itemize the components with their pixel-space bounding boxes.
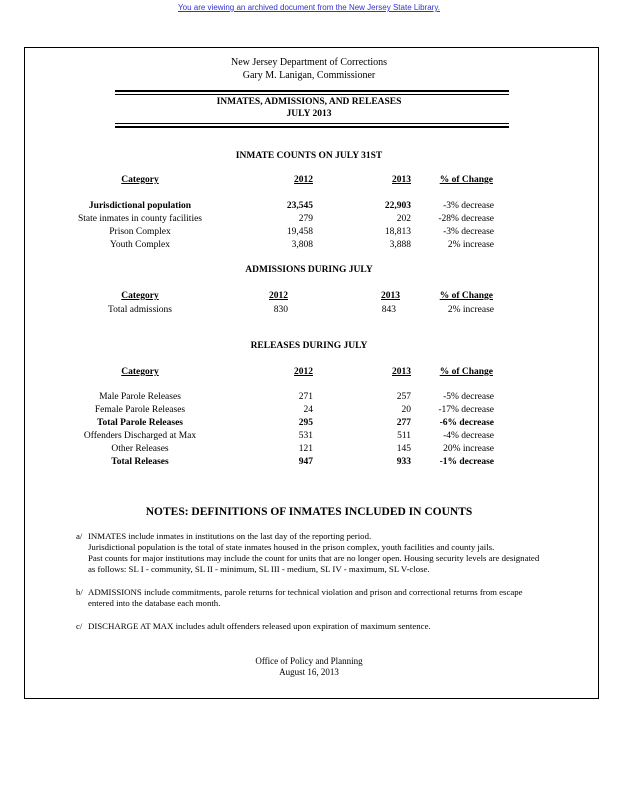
row-category: Total admissions: [108, 305, 172, 315]
row-2013: 3,888: [389, 240, 411, 250]
note-a-marker: a/: [76, 531, 83, 541]
row-2012: 19,458: [286, 227, 313, 237]
row-2013: 145: [396, 444, 411, 454]
row-2013: 843: [381, 305, 396, 315]
footer-office: Office of Policy and Planning: [255, 656, 363, 666]
org-name: New Jersey Department of Corrections: [230, 57, 388, 68]
row-2012: 3,808: [291, 240, 313, 250]
row-2013: 257: [396, 392, 411, 402]
table-row: [0, 200, 618, 213]
title-rule-top: [115, 90, 509, 92]
footer-date: August 16, 2013: [279, 667, 339, 677]
col-change: % of Change: [439, 367, 493, 377]
row-2013: 20: [401, 405, 411, 415]
row-2012: 531: [298, 431, 313, 441]
col-2013: 2013: [392, 175, 411, 185]
table-row: [0, 456, 618, 469]
col-2012: 2012: [294, 367, 313, 377]
col-category: Category: [121, 291, 159, 301]
title-rule-top-thin: [115, 94, 509, 95]
col-2012: 2012: [294, 175, 313, 185]
row-category: Prison Complex: [109, 227, 171, 237]
title-rule-bottom: [115, 126, 509, 128]
table-row: [0, 417, 618, 430]
row-category: Male Parole Releases: [99, 392, 181, 402]
row-category: Other Releases: [111, 444, 169, 454]
row-change: -1% decrease: [439, 457, 494, 467]
admissions-heading: ADMISSIONS DURING JULY: [245, 265, 373, 275]
row-2013: 202: [396, 214, 411, 224]
row-2012: 23,545: [286, 201, 313, 211]
note-c-line1: DISCHARGE AT MAX includes adult offenders released upon expiration of maximum sentence.: [88, 621, 431, 631]
row-change: -3% decrease: [443, 227, 494, 237]
note-b-line2: entered into the database each month.: [88, 598, 221, 608]
inmate-counts-heading: INMATE COUNTS ON JULY 31ST: [235, 151, 383, 161]
row-2013: 277: [396, 418, 411, 428]
table-row: [0, 226, 618, 239]
notes-title: NOTES: DEFINITIONS OF INMATES INCLUDED IN COUNTS: [145, 506, 473, 518]
row-category: Jurisdictional population: [88, 201, 192, 211]
row-2012: 271: [298, 392, 313, 402]
archive-banner-link[interactable]: You are viewing an archived document from the New Jersey State Library.: [178, 3, 440, 12]
row-2013: 22,903: [384, 201, 411, 211]
col-change: % of Change: [439, 291, 493, 301]
row-category: Youth Complex: [109, 240, 170, 250]
table-row: [0, 443, 618, 456]
report-month: JULY 2013: [286, 109, 332, 119]
note-b-marker: b/: [76, 587, 83, 597]
row-2013: 933: [396, 457, 411, 467]
row-2012: 24: [303, 405, 313, 415]
table-row: [0, 239, 618, 252]
releases-header-row: [0, 366, 618, 379]
inmate-counts-header-row: [0, 174, 618, 187]
col-change: % of Change: [439, 175, 493, 185]
releases-heading: RELEASES DURING JULY: [250, 341, 368, 351]
table-row: [0, 391, 618, 404]
row-change: 2% increase: [447, 305, 494, 315]
col-2013: 2013: [392, 367, 411, 377]
row-category: Total Releases: [111, 457, 169, 467]
row-category: Total Parole Releases: [96, 418, 183, 428]
row-2012: 279: [298, 214, 313, 224]
row-2013: 511: [397, 431, 411, 441]
table-row: [0, 304, 618, 317]
row-category: Female Parole Releases: [94, 405, 186, 415]
table-row: [0, 404, 618, 417]
col-category: Category: [121, 367, 159, 377]
row-category: Offenders Discharged at Max: [83, 431, 197, 441]
row-change: -4% decrease: [443, 431, 494, 441]
row-2012: 947: [298, 457, 313, 467]
row-change: -28% decrease: [438, 214, 494, 224]
admissions-header-row: [0, 290, 618, 303]
col-2013: 2013: [381, 291, 400, 301]
row-2012: 830: [273, 305, 288, 315]
row-2012: 295: [298, 418, 313, 428]
note-b-line1: ADMISSIONS include commitments, parole returns for technical violation and prison and correctional returns from escape: [88, 587, 523, 597]
table-row: [0, 430, 618, 443]
row-change: 20% increase: [443, 444, 494, 454]
note-a-line2: Jurisdictional population is the total of state inmates housed in the prison complex, youth facilities and county jails.: [88, 542, 495, 552]
row-change: -17% decrease: [438, 405, 494, 415]
col-2012: 2012: [269, 291, 288, 301]
note-a-line1: INMATES include inmates in institutions on the last day of the reporting period.: [88, 531, 372, 541]
note-a-line3: Past counts for major institutions may include the count for units that are no longer open. Housing security levels are designated: [88, 553, 540, 563]
commissioner-name: Gary M. Lanigan, Commissioner: [242, 70, 376, 81]
row-change: -3% decrease: [443, 201, 494, 211]
report-title: INMATES, ADMISSIONS, AND RELEASES: [216, 97, 402, 107]
row-change: -6% decrease: [439, 418, 494, 428]
note-c-marker: c/: [76, 621, 83, 631]
col-category: Category: [121, 175, 159, 185]
note-a-line4: as follows: SL I - community, SL II - minimum, SL III - medium, SL IV - maximum, SL V-close.: [88, 564, 430, 574]
title-rule-bottom-thin: [115, 123, 509, 124]
row-category: State inmates in county facilities: [78, 214, 202, 224]
row-2012: 121: [298, 444, 313, 454]
row-change: 2% increase: [447, 240, 494, 250]
row-change: -5% decrease: [443, 392, 494, 402]
table-row: [0, 213, 618, 226]
row-2013: 18,813: [384, 227, 411, 237]
